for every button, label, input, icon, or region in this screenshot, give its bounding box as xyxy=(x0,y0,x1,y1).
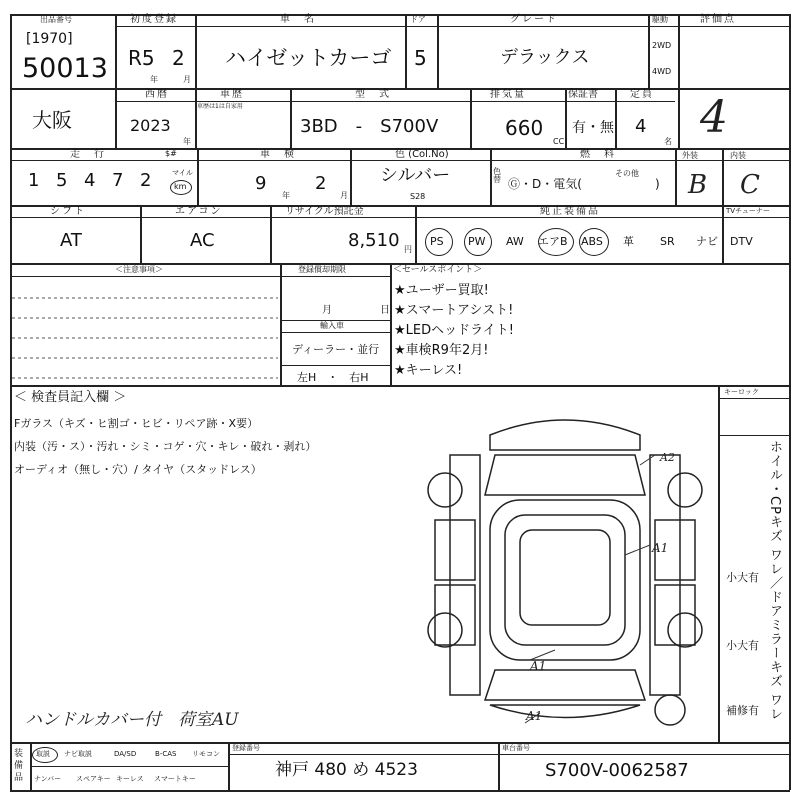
footer-equip-label: 装備品 xyxy=(14,749,24,783)
grade-value: デラックス xyxy=(500,47,590,68)
damage-mark: A1 xyxy=(652,541,669,555)
footer-item: B-CAS xyxy=(155,750,177,758)
inspector-title: ＜ 検査員記入欄 ＞ xyxy=(14,390,127,405)
first-reg-era: R5 xyxy=(128,46,155,70)
mileage-digit: 1 xyxy=(28,170,40,191)
sales-point: ★LEDヘッドライト! xyxy=(394,323,514,338)
footer-item: リモコン xyxy=(192,750,220,758)
region: 大阪 xyxy=(32,108,72,132)
equip-leather: 革 xyxy=(623,235,634,248)
ac-label: エアコン xyxy=(175,206,223,217)
grade-label: グレード xyxy=(510,14,558,25)
sales-point: ★スマートアシスト! xyxy=(394,303,514,318)
first-reg-year-unit: 年 xyxy=(150,75,158,84)
sales-point: ★車検R9年2月! xyxy=(394,343,489,358)
inspection-year: 9 xyxy=(255,173,267,194)
score-label: 評価点 xyxy=(700,14,736,25)
int-score: C xyxy=(740,170,760,200)
equip-pw: PW xyxy=(468,235,486,248)
plate-number: 神戸 480 め 4523 xyxy=(275,760,418,780)
door-count: 5 xyxy=(414,46,427,70)
handle-option: 左H ・ 右H xyxy=(297,371,369,384)
model-label: 型 式 xyxy=(355,89,391,100)
capacity-value: 4 xyxy=(635,116,647,137)
lot-label: 出品番号 xyxy=(40,15,72,24)
history-label: 車歴 xyxy=(220,89,244,100)
footer-item: 取説 xyxy=(36,750,50,758)
recycle-label: リサイクル預託金 xyxy=(285,206,364,217)
color-change-label: 色替 xyxy=(493,167,501,184)
equip-aw: AW xyxy=(506,235,524,248)
fuel-options: Ⓖ・D・電気( xyxy=(508,177,582,191)
inspector-handwriting: ハンドルカバー付 荷室AU xyxy=(25,710,239,730)
mileage-digit: 4 xyxy=(84,170,96,191)
color-label: 色 (Col.No) xyxy=(395,149,449,160)
footer-item: スペアキー xyxy=(76,775,111,783)
inspection-label: 車 検 xyxy=(260,149,296,160)
mileage-unit-label: $# xyxy=(165,149,177,158)
reg-month-unit: 月 xyxy=(322,305,332,316)
west-year-label: 西暦 xyxy=(145,89,169,100)
model-code: 3BD - S700V xyxy=(300,116,439,137)
fuel-label: 燃 料 xyxy=(580,149,616,160)
sales-label: ＜セールスポイント＞ xyxy=(393,265,483,275)
inspector-interior: 内装（汚・ス）・汚れ・シミ・コゲ・穴・キレ・破れ・剥れ） xyxy=(14,440,317,453)
reg-expire-label: 登録償却期限 xyxy=(298,265,346,274)
first-reg-month-unit: 月 xyxy=(183,75,191,84)
equip-abs: ABS xyxy=(581,235,603,248)
km-unit: km xyxy=(174,182,187,191)
vin-label: 車台番号 xyxy=(502,744,530,752)
mileage-digit: 7 xyxy=(112,170,124,191)
equip-dtv: DTV xyxy=(730,235,753,248)
inspection-month: 2 xyxy=(315,173,327,194)
door-label: ドア xyxy=(410,15,426,24)
fuel-other: その他 xyxy=(615,169,639,178)
import-label: 輸入車 xyxy=(320,321,344,330)
inspector-audio: オーディオ（無し・穴）/ タイヤ（スタッドレス） xyxy=(14,463,262,476)
color-name: シルバー xyxy=(380,165,451,186)
side-small-2: 小大有 xyxy=(726,639,759,652)
drive-2wd: 2WD xyxy=(652,41,672,50)
fuel-close: ) xyxy=(655,177,660,191)
equip-navi: ナビ xyxy=(696,235,718,248)
drive-4wd: 4WD xyxy=(652,67,672,76)
plate-label: 登録番号 xyxy=(232,744,260,752)
equip-label: 純正装備品 xyxy=(540,206,600,217)
mileage-label: 走 行 xyxy=(70,149,106,160)
side-small-3: 補修有 xyxy=(726,704,759,717)
ext-score: B xyxy=(688,170,708,200)
mileage-digit: 2 xyxy=(140,170,152,191)
lot-ref: [1970] xyxy=(26,31,73,47)
footer-item: スマートキー xyxy=(154,775,196,783)
year-unit: 年 xyxy=(183,137,191,146)
mileage-digits xyxy=(28,168,168,198)
displacement-value: 660 xyxy=(505,116,544,140)
tuner-label: TVチューナー xyxy=(726,207,770,215)
displacement-unit: CC xyxy=(553,137,565,146)
sales-point: ★キーレス! xyxy=(394,363,463,378)
history-note: 車歴は1は自家用 xyxy=(197,103,243,110)
drive-label: 駆動 xyxy=(652,15,668,24)
first-reg-month: 2 xyxy=(172,46,185,70)
warranty-value: 有・無 xyxy=(572,120,614,136)
inspector-glass: Fガラス（キズ・ヒ割ゴ・ヒビ・リペア跡・X要） xyxy=(14,417,259,430)
reg-day-unit: 日 xyxy=(380,305,390,316)
shift-label: シフト xyxy=(50,206,86,217)
damage-mark: A2 xyxy=(660,451,675,464)
shift-value: AT xyxy=(60,230,82,251)
color-code: S28 xyxy=(410,192,426,201)
equip-airbag: エアB xyxy=(538,235,568,248)
mile-unit: マイル xyxy=(172,169,193,177)
mileage-digit: 5 xyxy=(56,170,68,191)
ext-label: 外装 xyxy=(682,151,698,160)
int-label: 内装 xyxy=(730,151,746,160)
caution-lines xyxy=(12,278,278,382)
year-value: 2023 xyxy=(130,116,171,135)
equip-sr: SR xyxy=(660,235,675,248)
side-damage-note: ホイル・CPキズ ワレ／ドアミラーキズ ワレ xyxy=(767,440,782,722)
score-value: 4 xyxy=(700,92,728,143)
car-name-label: 車 名 xyxy=(280,14,316,25)
damage-mark: A1 xyxy=(526,709,543,723)
lot-number: 50013 xyxy=(22,53,108,84)
equip-ps: PS xyxy=(430,235,444,248)
recycle-unit: 円 xyxy=(404,245,412,254)
footer-item: キーレス xyxy=(116,775,144,783)
keylock-label: キーロック xyxy=(724,388,759,396)
capacity-label: 定員 xyxy=(630,89,654,100)
vin-number: S700V-0062587 xyxy=(545,760,689,781)
sales-point: ★ユーザー買取! xyxy=(394,283,489,298)
displacement-label: 排気量 xyxy=(490,89,526,100)
caution-label: ＜注意事項＞ xyxy=(115,265,163,274)
capacity-unit: 名 xyxy=(664,137,672,146)
footer-item: DA/SD xyxy=(114,750,137,758)
damage-mark: A1 xyxy=(530,659,547,673)
side-small-1: 小大有 xyxy=(726,571,759,584)
equipment-list xyxy=(418,222,790,262)
first-reg-label: 初度登録 xyxy=(130,14,178,25)
ac-value: AC xyxy=(190,230,215,251)
footer-item: ナンバー xyxy=(34,775,62,783)
footer-item: ナビ取説 xyxy=(64,750,92,758)
dealer-option: ディーラー・並行 xyxy=(292,343,380,356)
recycle-value: 8,510 xyxy=(348,230,400,251)
inspection-month-unit: 月 xyxy=(340,191,348,200)
car-name: ハイゼットカーゴ xyxy=(225,46,392,70)
warranty-label: 保証書 xyxy=(568,89,598,100)
inspection-year-unit: 年 xyxy=(282,191,290,200)
